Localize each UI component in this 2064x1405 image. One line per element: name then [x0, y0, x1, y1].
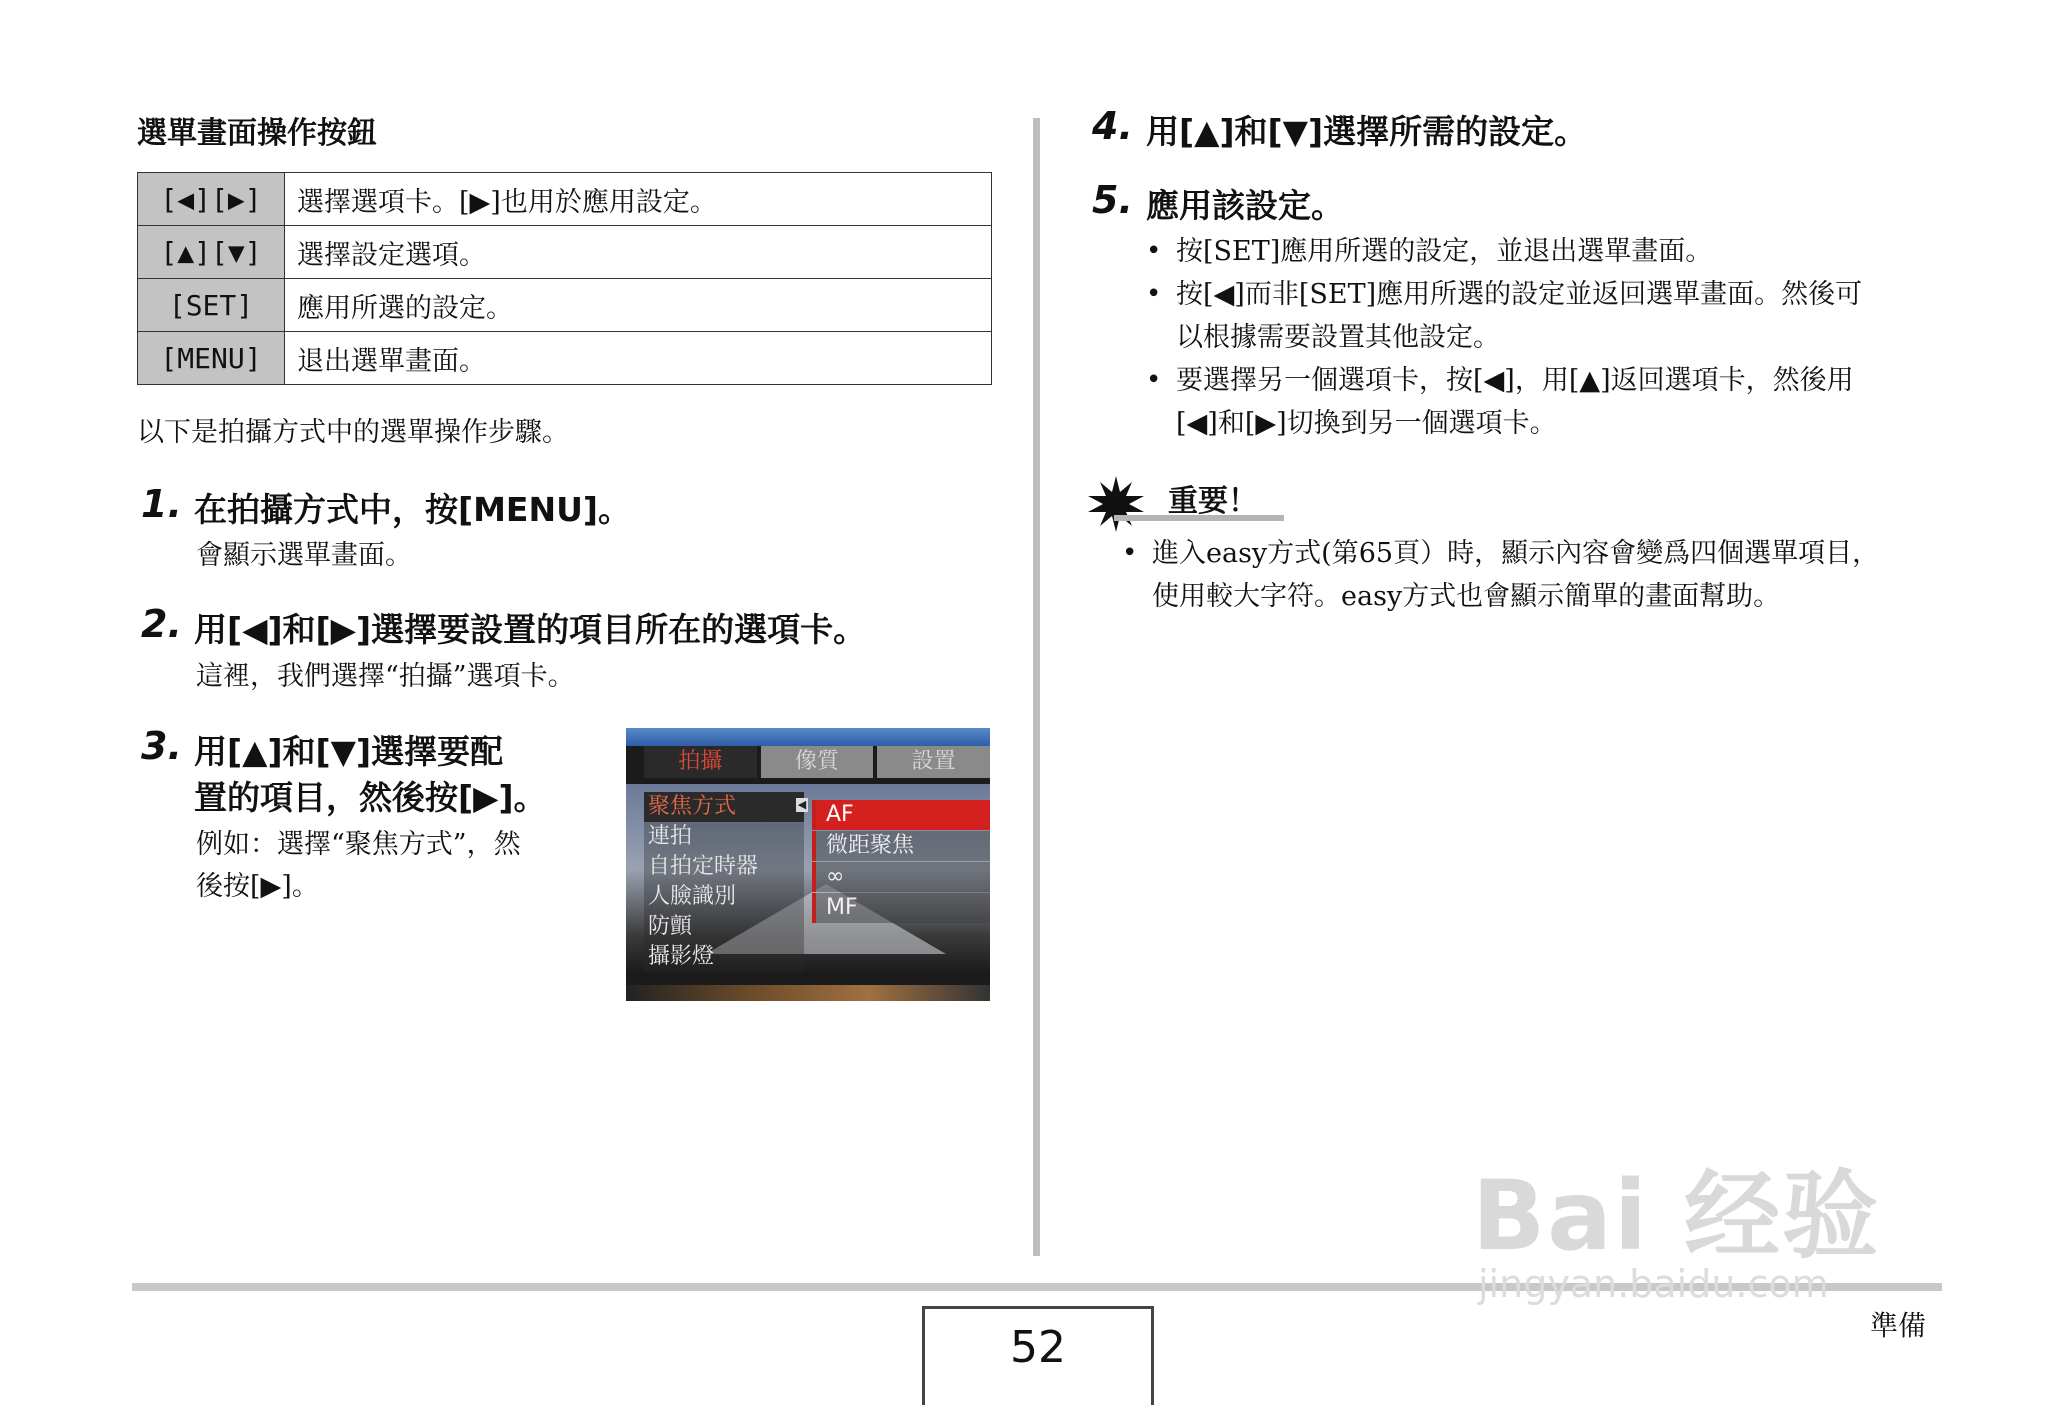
bottom-photo-strip [626, 985, 990, 1001]
desc-cell: 應用所選的設定。 [285, 279, 992, 332]
step-title: 在拍攝方式中，按[MENU]。 [194, 490, 631, 529]
camera-menu-item: 防顫 [644, 912, 804, 942]
step-number: 1. [141, 482, 182, 526]
key-cell: [SET] [138, 279, 285, 332]
desc-cell: 選擇設定選項。 [285, 226, 992, 279]
sky-strip [626, 728, 990, 746]
key-cell: [◀][▶] [138, 173, 285, 226]
camera-menu-item: 人臉識別 [644, 882, 804, 912]
step-title: 應用該設定。 [1146, 186, 1344, 225]
step-number: 4. [1092, 104, 1133, 148]
table-row [138, 173, 992, 226]
step-number: 5. [1092, 178, 1133, 222]
list-item: • 按[SET]應用所選的設定，並退出選單畫面。 [1140, 230, 1960, 273]
step5-bullets [1140, 230, 1960, 445]
camera-tabs [644, 746, 990, 778]
burst-icon [1088, 476, 1144, 532]
page-number: 52 [1010, 1322, 1066, 1373]
section-title: 選單畫面操作按鈕 [137, 116, 377, 151]
column-divider [1033, 118, 1040, 1256]
list-item: • 進入easy方式(第65頁）時，顯示內容會變爲四個選單項目， 使用較大字符。easy方式也會顯示簡單的畫面幫助。 [1116, 532, 1966, 618]
left-arrow-icon: ◀ [797, 798, 807, 811]
camera-tab-quality: 像質 [761, 746, 874, 778]
camera-tab-settings: 設置 [877, 746, 990, 778]
baidu-watermark: Bai 经验 [1472, 1160, 1881, 1272]
camera-option: AF [812, 800, 990, 830]
camera-menu-item: 攝影燈 [644, 942, 804, 972]
list-item: • 按[◀]而非[SET]應用所選的設定並返回選單畫面。然後可 以根據需要設置其他設定。 [1140, 273, 1960, 359]
step-title: 用[▲]和[▼]選擇要配 [194, 732, 504, 771]
watermark-url: jingyan.baidu.com [1478, 1262, 1829, 1306]
desc-cell: 選擇選項卡。[▶]也用於應用設定。 [285, 173, 992, 226]
important-bullets [1116, 532, 1966, 618]
camera-menu-item: 自拍定時器 [644, 852, 804, 882]
step-number: 3. [141, 724, 182, 768]
desc-cell: 退出選單畫面。 [285, 332, 992, 385]
camera-option: ∞ [812, 862, 990, 892]
camera-option: 微距聚焦 [812, 831, 990, 861]
step-number: 2. [141, 602, 182, 646]
camera-option-list [812, 800, 990, 924]
camera-menu-screenshot [626, 728, 990, 1001]
step-description: 後按[▶]。 [196, 871, 319, 902]
list-item: • 要選擇另一個選項卡，按[◀]，用[▲]返回選項卡，然後用 [◀]和[▶]切換到另一個選項卡。 [1140, 359, 1960, 445]
camera-menu-item: 聚焦方式 [644, 792, 804, 822]
key-table [137, 172, 992, 385]
camera-menu-list [644, 792, 804, 972]
key-cell: [▲][▼] [138, 226, 285, 279]
step-title: 用[◀]和[▶]選擇要設置的項目所在的選項卡。 [194, 610, 867, 649]
camera-tab-shooting: 拍攝 [644, 746, 757, 778]
section-label: 準備 [1870, 1309, 1927, 1342]
table-row [138, 279, 992, 332]
camera-menu-item: 連拍 [644, 822, 804, 852]
step-description: 這裡，我們選擇“拍攝”選項卡。 [196, 661, 575, 692]
step-description: 例如：選擇“聚焦方式”，然 [196, 829, 521, 860]
step-description: 會顯示選單畫面。 [196, 540, 412, 571]
step-title: 用[▲]和[▼]選擇所需的設定。 [1146, 112, 1588, 151]
important-label: 重要！ [1168, 484, 1258, 519]
table-row [138, 332, 992, 385]
key-cell: [MENU] [138, 332, 285, 385]
table-row [138, 226, 992, 279]
camera-option: MF [812, 893, 990, 923]
intro-text: 以下是拍攝方式中的選單操作步驟。 [137, 417, 569, 448]
step-title: 置的項目，然後按[▶]。 [194, 778, 547, 817]
